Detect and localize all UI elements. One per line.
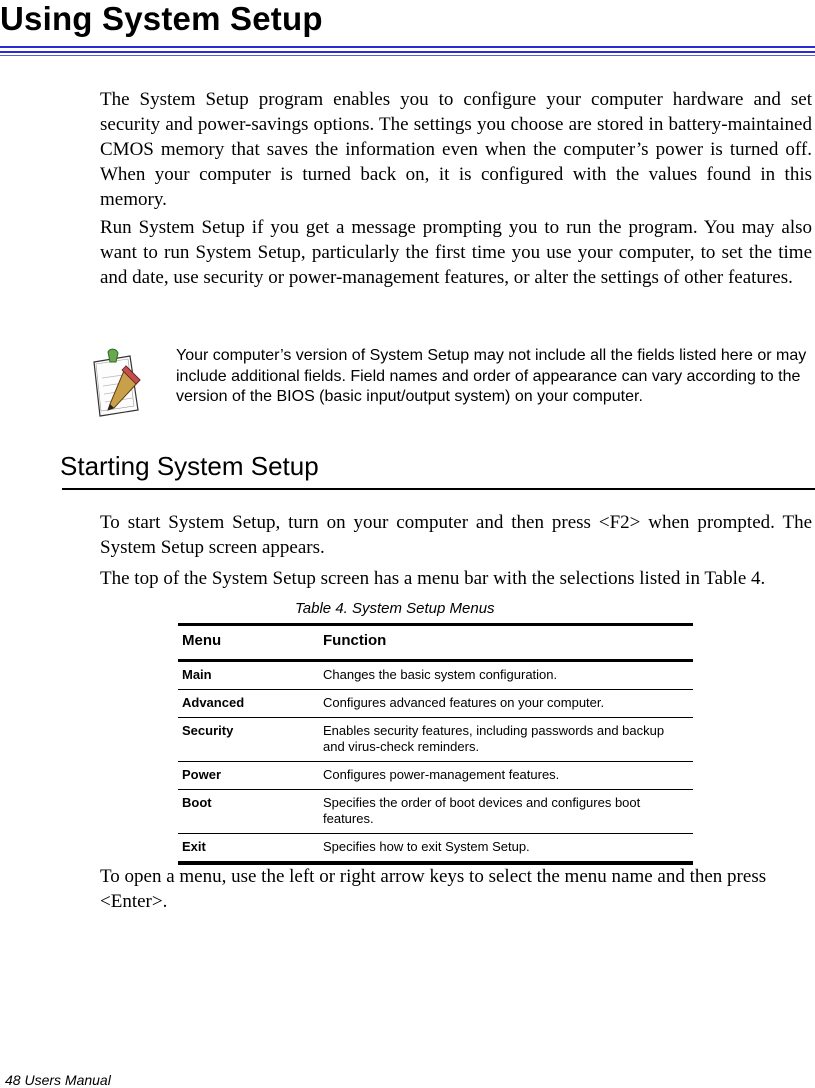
menu-function: Specifies the order of boot devices and configures boot features. <box>319 790 693 834</box>
menu-function: Specifies how to exit System Setup. <box>323 839 530 854</box>
table-caption: Table 4. System Setup Menus <box>295 600 495 617</box>
section-paragraph: The top of the System Setup screen has a menu bar with the selections listed in Table 4. <box>100 568 766 589</box>
notepad-pencil-icon <box>86 348 148 420</box>
table-row <box>178 661 693 690</box>
menu-name: Power <box>178 762 319 790</box>
intro-paragraph: The System Setup program enables you to configure your computer hardware and set security and power-savings options. The settings you choose are stored in battery-maintained CMOS memory that saves the information even when the computer’s power is turned off. When your computer is turned back on, it is configured with the values found in this memory. <box>100 89 812 210</box>
table-row <box>178 718 693 762</box>
section-rule <box>62 488 815 490</box>
section-paragraph: To start System Setup, turn on your computer and then press <F2> when prompted. The System Setup screen appears. <box>100 512 812 558</box>
menu-name: Exit <box>182 839 206 854</box>
table-row <box>178 834 693 864</box>
menu-function: Configures power-management features. <box>319 762 693 790</box>
menu-function: Configures advanced features on your computer. <box>319 690 693 718</box>
section-heading: Starting System Setup <box>60 451 319 481</box>
table-header-row <box>178 625 693 661</box>
table-row <box>178 762 693 790</box>
title-rule-middle <box>0 51 815 53</box>
column-header-menu: Menu <box>178 625 319 661</box>
title-rule-bottom <box>0 55 815 56</box>
closing-paragraph: To open a menu, use the left or right arrow keys to select the menu name and then press <Enter>. <box>100 866 767 912</box>
page-title: Using System Setup <box>0 0 323 37</box>
note-text: Your computer’s version of System Setup may not include all the fields listed here or may include additional fields. Field names and order of appearance can vary according to the version of the BIOS (basic input/output system) on your computer. <box>176 347 807 405</box>
title-rule-top <box>0 46 815 48</box>
menu-name: Advanced <box>178 690 319 718</box>
table-row <box>178 690 693 718</box>
page-footer: 48 Users Manual <box>5 1072 111 1088</box>
system-setup-menus-table <box>178 623 693 865</box>
menu-name: Main <box>178 661 319 690</box>
menu-function: Enables security features, including passwords and backup and virus-check reminders. <box>319 718 693 762</box>
menu-name: Boot <box>178 790 319 834</box>
menu-function: Changes the basic system configuration. <box>319 661 693 690</box>
intro-paragraph: Run System Setup if you get a message prompting you to run the program. You may also want to run System Setup, particularly the first time you use your computer, to set the time and date, use security or power-management features, or alter the settings of other features. <box>100 217 812 288</box>
column-header-function: Function <box>319 625 693 661</box>
table-row <box>178 790 693 834</box>
menu-name: Security <box>178 718 319 762</box>
